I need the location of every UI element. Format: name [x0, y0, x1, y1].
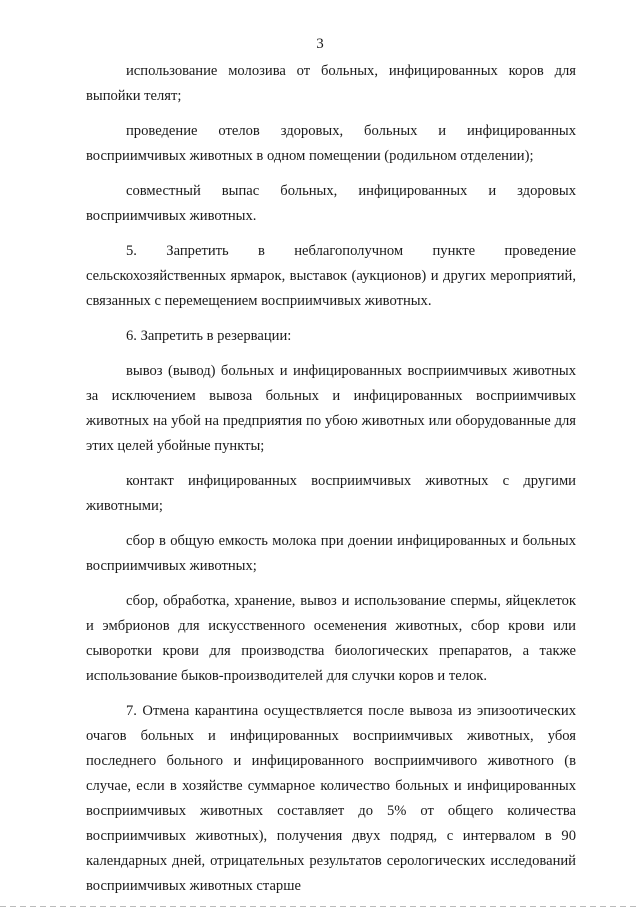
paragraph-colostrum: использование молозива от больных, инфицированных коров для выпойки телят; [86, 63, 576, 104]
paragraph-item-5: 5. Запретить в неблагополучном пункте проведение сельскохозяйственных ярмарок, выставок (аукционов) и других мероприятий, связанных с перемещением восприимчивых животных. [86, 243, 576, 309]
page-number: 3 [316, 36, 324, 52]
paragraph-semen: сбор, обработка, хранение, вывоз и использование спермы, яйцеклеток и эмбрионов для искусственного осеменения животных, сбор крови или сыворотки крови для производства биологических препаратов, а также использование быков-производителей для случки коров и телок. [86, 593, 576, 684]
paragraph-removal: вывоз (вывод) больных и инфицированных восприимчивых животных за исключением вывоза больных и инфицированных восприимчивых животных на убой на предприятия по убою животных или оборудованные для этих целей убойные пункты; [86, 363, 576, 454]
paragraph-contact: контакт инфицированных восприимчивых животных с другими животными; [86, 473, 576, 514]
paragraph-grazing: совместный выпас больных, инфицированных и здоровых восприимчивых животных. [86, 183, 576, 224]
scan-edge-line [0, 906, 640, 907]
paragraph-item-7: 7. Отмена карантина осуществляется после вывоза из эпизоотических очагов больных и инфицированных восприимчивых животных, убоя последнего больного и инфицированного восприимчивого животного (в случае, если в хозяйстве суммарное количество больных и инфицированных восприимчивых животных составляет до 5% от общего количества восприимчивых животных), получения двух подряд, с интервалом в 90 календарных дней, отрицательных результатов серологических исследований восприимчивых животных старше [86, 703, 576, 894]
paragraph-item-6: 6. Запретить в резервации: [126, 328, 292, 344]
paragraph-calving: проведение отелов здоровых, больных и инфицированных восприимчивых животных в одном помещении (родильном отделении); [86, 123, 576, 164]
document-body [86, 59, 576, 909]
paragraph-milk: сбор в общую емкость молока при доении инфицированных и больных восприимчивых животных; [86, 533, 576, 574]
